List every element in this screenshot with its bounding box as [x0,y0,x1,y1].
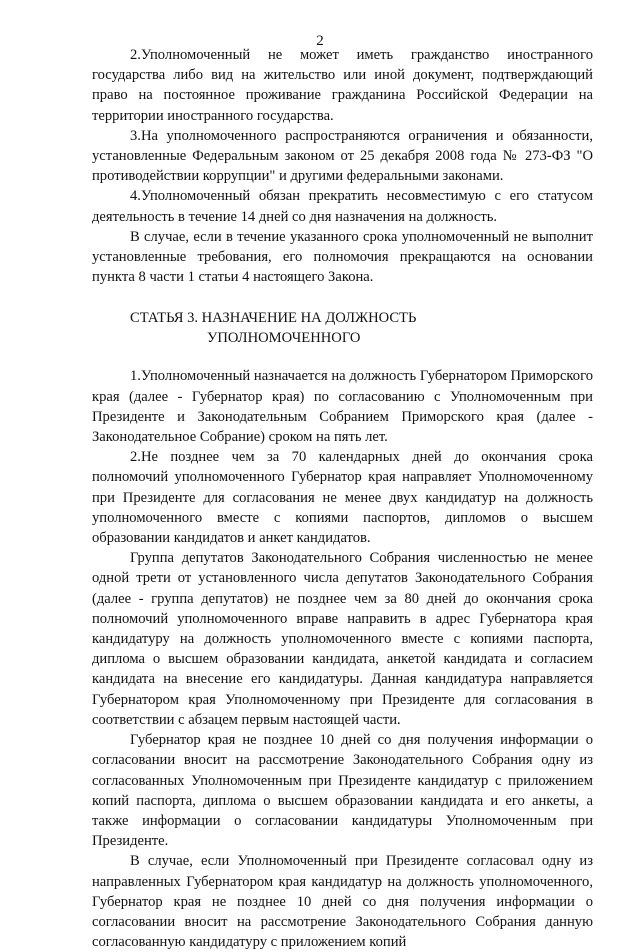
paragraph: 3.На уполномоченного распространяются ограничения и обязанности, установленные Федеральным законом от 25 декабря 2008 года № 273-ФЗ "О противодействии коррупции" и другими федеральными законами. [92,127,593,185]
page-number: 2 [316,33,324,49]
article-heading-line2: УПОЛНОМОЧЕННОГО [207,329,361,346]
article-heading [92,309,593,348]
paragraph: 1.Уполномоченный назначается на должность Губернатором Приморского края (далее - Губернатор края) по согласованию с Уполномоченным при Президенте и Законодательным Собранием Приморского края (далее - Законодательное Собрание) сроком на пять лет. [92,368,593,446]
article-heading-line1: СТАТЬЯ 3. НАЗНАЧЕНИЕ НА ДОЛЖНОСТЬ [130,310,417,327]
paragraph: Губернатор края не позднее 10 дней со дня получения информации о согласовании вносит на рассмотрение Законодательного Собрания одну из согласованных Уполномоченным при Президенте кандидатур с приложением копий паспорта, диплома о высшем образовании кандидата и его анкеты, а также информации о согласовании кандидатуры Уполномоченным при Президенте. [92,732,593,850]
paragraph: В случае, если в течение указанного срока уполномоченный не выполнит установленные требования, его полномочия прекращаются на основании пункта 8 части 1 статьи 4 настоящего Закона. [92,228,593,286]
paragraph: 4.Уполномоченный обязан прекратить несовместимую с его статусом деятельность в течение 14 дней со дня назначения на должность. [92,188,593,225]
document-body [92,45,593,952]
paragraph: 2.Уполномоченный не может иметь гражданство иностранного государства либо вид на жительство или иной документ, подтверждающий право на постоянное проживание гражданина Российской Федерации на территории иностранного государства. [92,47,593,124]
paragraph: Группа депутатов Законодательного Собрания численностью не менее одной трети от установленного числа депутатов Законодательного Собрания (далее - группа депутатов) не позднее чем за 80 дней до окончания срока полномочий уполномоченного вправе направить в адрес Губернатора края кандидатуру на должность уполномоченного вместе с копиями паспорта, диплома о высшем образовании кандидата, анкетой кандидата и согласием кандидата на внесение его кандидатуры. Данная кандидатура направляется Губернатором края Уполномоченному при Президенте для согласования в соответствии с абзацем первым настоящей части. [92,550,593,728]
paragraph: 2.Не позднее чем за 70 календарных дней до окончания срока полномочий уполномоченного Губернатор края направляет Уполномоченному при Президенте для согласования не менее двух кандидатур на должность уполномоченного вместе с копиями паспортов, дипломов о высшем образовании кандидатов и анкет кандидатов. [92,449,593,547]
paragraph: В случае, если Уполномоченный при Президенте согласовал одну из направленных Губернатором края кандидатур на должность уполномоченного, Губернатор края не позднее 10 дней со дня получения информации о согласовании вносит на рассмотрение Законодательного Собрания данную согласованную кандидатуру с приложением копий [92,853,593,951]
